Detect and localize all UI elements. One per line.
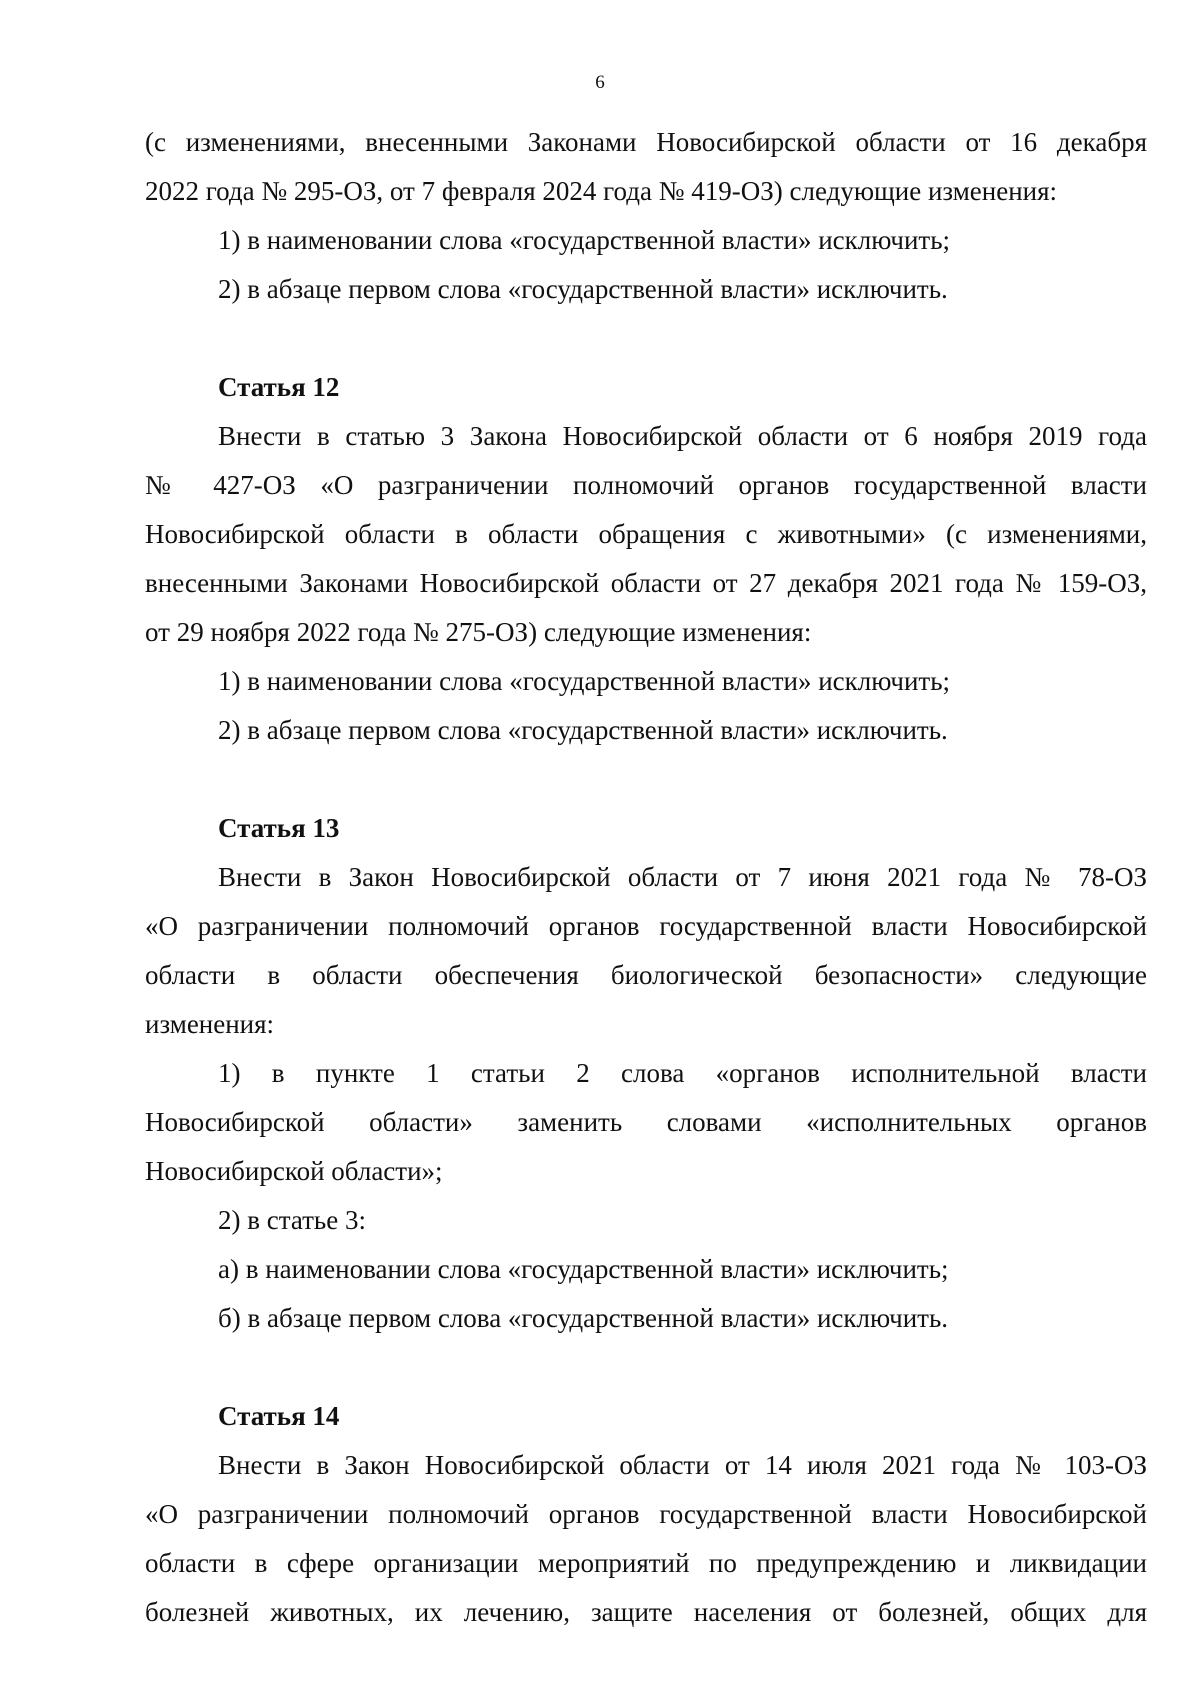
article-12-line-3: Новосибирской области в области обращения с животными» (с изменениями, [145, 519, 1147, 549]
article-14-line-1: Внести в Закон Новосибирской области от 14 июля 2021 года № 103-ОЗ [218, 1450, 1147, 1480]
article-12-item-2: 2) в абзаце первом слова «государственной власти» исключить. [218, 715, 948, 745]
article-14-line-2: «О разграничении полномочий органов государственной власти Новосибирской [145, 1499, 1147, 1529]
article-14-heading: Статья 14 [218, 1401, 340, 1431]
article-13-heading: Статья 13 [218, 813, 340, 843]
spacer [145, 314, 1147, 363]
article-12-line-4: внесенными Законами Новосибирской области от 27 декабря 2021 года № 159-ОЗ, [145, 568, 1147, 598]
article-13-line-4: изменения: [145, 1009, 275, 1039]
article-13-item-1-line-1: 1) в пункте 1 статьи 2 слова «органов исполнительной власти [218, 1058, 1147, 1088]
spacer [145, 1343, 1147, 1392]
article-13-item-1-line-2: Новосибирской области» заменить словами «исполнительных органов [145, 1107, 1147, 1137]
article-12-line-2: № 427-ОЗ «О разграничении полномочий органов государственной власти [145, 470, 1147, 500]
article-13-item-1-line-3: Новосибирской области»; [145, 1156, 443, 1186]
article-14-line-3: области в сфере организации мероприятий по предупреждению и ликвидации [145, 1548, 1147, 1578]
article-13-line-3: области в области обеспечения биологической безопасности» следующие [145, 960, 1147, 990]
intro-item-1: 1) в наименовании слова «государственной власти» исключить; [218, 225, 951, 255]
article-13-item-2: 2) в статье 3: [218, 1205, 366, 1235]
intro-paragraph-line-1: (с изменениями, внесенными Законами Новосибирской области от 16 декабря [145, 127, 1147, 157]
article-13 [145, 804, 1147, 1343]
intro-item-2: 2) в абзаце первом слова «государственной власти» исключить. [218, 274, 948, 304]
article-12-line-5: от 29 ноября 2022 года № 275-ОЗ) следующие изменения: [145, 617, 812, 647]
article-13-line-2: «О разграничении полномочий органов государственной власти Новосибирской [145, 911, 1147, 941]
article-12-heading: Статья 12 [218, 372, 340, 402]
article-13-line-1: Внести в Закон Новосибирской области от 7 июня 2021 года № 78-ОЗ [218, 862, 1147, 892]
article-13-item-2a: а) в наименовании слова «государственной власти» исключить; [218, 1254, 949, 1284]
intro-paragraph-line-2: 2022 года № 295-ОЗ, от 7 февраля 2024 года № 419-ОЗ) следующие изменения: [145, 176, 1058, 206]
article-12 [145, 363, 1147, 755]
intro-section [145, 118, 1147, 314]
article-12-line-1: Внести в статью 3 Закона Новосибирской области от 6 ноября 2019 года [218, 421, 1147, 451]
article-13-item-2b: б) в абзаце первом слова «государственной власти» исключить. [218, 1303, 949, 1333]
article-12-item-1: 1) в наименовании слова «государственной власти» исключить; [218, 666, 951, 696]
spacer [145, 755, 1147, 804]
article-14-line-4: болезней животных, их лечению, защите населения от болезней, общих для [145, 1597, 1147, 1627]
page-number: 6 [595, 72, 605, 93]
article-14 [145, 1392, 1147, 1637]
document-body [145, 118, 1147, 1637]
